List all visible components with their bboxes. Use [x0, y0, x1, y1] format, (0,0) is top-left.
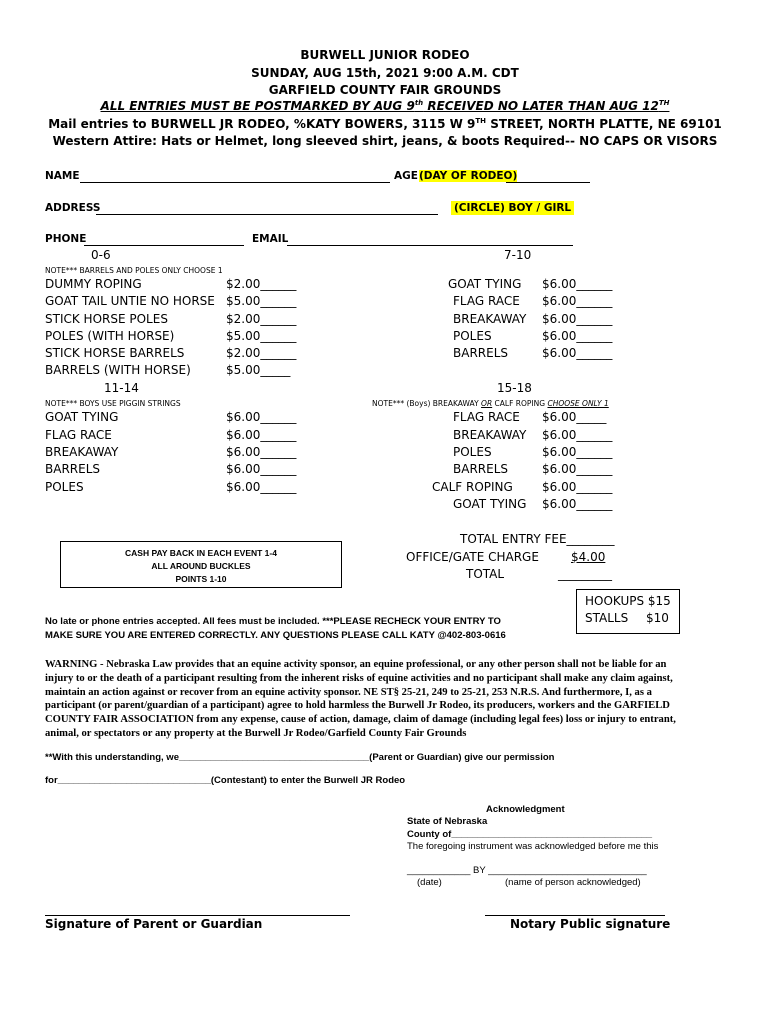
rodeo-date: SUNDAY, AUG 15th, 2021 9:00 A.M. CDT — [251, 66, 519, 80]
address-field[interactable] — [96, 214, 438, 215]
notice-line-1: No late or phone entries accepted. All fees must be included. ***PLEASE RECHECK YOUR ENTRY TO — [45, 616, 501, 627]
total-label: TOTAL — [466, 567, 505, 581]
name-label: NAME — [45, 170, 80, 182]
event-0-6-2: GOAT TAIL UNTIE NO HORSE — [45, 294, 215, 308]
event-15-18-4: BARRELS — [453, 462, 509, 476]
age-note: (DAY OF RODEO) — [419, 170, 518, 182]
acknowledgment-name-label: (name of person acknowledged) — [505, 877, 641, 888]
address-label: ADDRESS — [45, 202, 101, 214]
division-11-14-note: NOTE*** BOYS USE PIGGIN STRINGS — [45, 399, 181, 408]
price-7-10-1[interactable]: $6.00______ — [542, 277, 613, 291]
name-field[interactable] — [80, 182, 390, 183]
price-0-6-4[interactable]: $5.00______ — [226, 329, 297, 343]
price-15-18-2[interactable]: $6.00______ — [542, 428, 613, 442]
warning-line-4: participant (or parent/guardian of a participant) agree to hold harmless the Burwell Jr Rodeo, its producers, workers and the GARFIELD — [45, 700, 670, 711]
price-11-14-4[interactable]: $6.00______ — [226, 462, 297, 476]
price-15-18-1[interactable]: $6.00_____ — [542, 410, 607, 424]
event-0-6-3: STICK HORSE POLES — [45, 312, 168, 326]
acknowledgment-date-label: (date) — [417, 877, 442, 888]
price-15-18-4[interactable]: $6.00______ — [542, 462, 613, 476]
division-7-10-title: 7-10 — [504, 248, 532, 262]
acknowledgment-state: State of Nebraska — [407, 816, 488, 827]
warning-line-5: COUNTY FAIR ASSOCIATION from any expense, cause of action, damage, claim of damage (including legal fees) loss or injury to entrant, — [45, 714, 676, 725]
mailing-address: Mail entries to BURWELL JR RODEO, %KATY BOWERS, 3115 W 9TH STREET, NORTH PLATTE, NE 69101 — [48, 117, 722, 131]
price-15-18-3[interactable]: $6.00______ — [542, 445, 613, 459]
stalls-label: STALLS — [585, 611, 629, 625]
email-label: EMAIL — [252, 233, 289, 245]
warning-line-1: WARNING - Nebraska Law provides that an equine activity sponsor, an equine professional, or any other person shall not be liable for an — [45, 659, 667, 670]
price-11-14-1[interactable]: $6.00______ — [226, 410, 297, 424]
age-label: AGE — [394, 170, 418, 182]
stalls-price: $10 — [646, 611, 669, 625]
acknowledgment-date-by-line[interactable]: ____________ BY ______________________________ — [407, 865, 647, 876]
price-7-10-4[interactable]: $6.00______ — [542, 329, 613, 343]
total-entry-fee[interactable]: TOTAL ENTRY FEE________ — [460, 532, 615, 546]
permission-guardian-line[interactable]: **With this understanding, we____________________________________(Parent or Guardian) give our permission — [45, 752, 555, 763]
event-7-10-4: POLES — [453, 329, 492, 343]
warning-line-6: animal, or spectators or any property at the Burwell Jr Rodeo/Garfield County Fair Grounds — [45, 728, 467, 739]
acknowledgment-title: Acknowledgment — [486, 804, 565, 815]
event-7-10-2: FLAG RACE — [453, 294, 520, 308]
price-11-14-2[interactable]: $6.00______ — [226, 428, 297, 442]
acknowledgment-county[interactable]: County of______________________________________ — [407, 829, 653, 840]
attire-requirement: Western Attire: Hats or Helmet, long sleeved shirt, jeans, & boots Required-- NO CAPS OR VISORS — [52, 134, 718, 148]
price-15-18-6[interactable]: $6.00______ — [542, 497, 613, 511]
event-11-14-4: BARRELS — [45, 462, 101, 476]
event-7-10-1: GOAT TYING — [448, 277, 522, 291]
event-11-14-2: FLAG RACE — [45, 428, 112, 442]
parent-signature-label: Signature of Parent or Guardian — [45, 917, 263, 931]
event-15-18-3: POLES — [453, 445, 492, 459]
postmark-deadline: ALL ENTRIES MUST BE POSTMARKED BY AUG 9th RECEIVED NO LATER THAN AUG 12TH — [100, 99, 670, 113]
price-0-6-6[interactable]: $5.00_____ — [226, 363, 291, 377]
price-15-18-5[interactable]: $6.00______ — [542, 480, 613, 494]
event-15-18-2: BREAKAWAY — [453, 428, 527, 442]
warning-line-3: maintain an action against or recover from an equine activity sponsor. NE ST§ 25-21, 249 to 25-21, 253 N.R.S. And furthermore, I, as a — [45, 687, 652, 698]
total-field[interactable]: _________ — [558, 567, 612, 581]
event-15-18-1: FLAG RACE — [453, 410, 520, 424]
email-field[interactable] — [287, 245, 573, 246]
price-7-10-2[interactable]: $6.00______ — [542, 294, 613, 308]
event-11-14-1: GOAT TYING — [45, 410, 119, 424]
event-0-6-5: STICK HORSE BARRELS — [45, 346, 185, 360]
event-7-10-3: BREAKAWAY — [453, 312, 527, 326]
event-15-18-6: GOAT TYING — [453, 497, 527, 511]
rodeo-title: BURWELL JUNIOR RODEO — [300, 48, 470, 62]
office-gate-charge-label: OFFICE/GATE CHARGE — [406, 550, 539, 564]
price-0-6-5[interactable]: $2.00______ — [226, 346, 297, 360]
office-gate-charge-value: $4.00 — [571, 550, 606, 564]
phone-label: PHONE — [45, 233, 87, 245]
event-0-6-6: BARRELS (WITH HORSE) — [45, 363, 191, 377]
price-7-10-3[interactable]: $6.00______ — [542, 312, 613, 326]
price-0-6-1[interactable]: $2.00______ — [226, 277, 297, 291]
event-0-6-4: POLES (WITH HORSE) — [45, 329, 175, 343]
price-11-14-3[interactable]: $6.00______ — [226, 445, 297, 459]
phone-field[interactable] — [84, 245, 244, 246]
event-11-14-5: POLES — [45, 480, 84, 494]
warning-line-2: injury to or the death of a participant resulting from the inherent risks of equine activities and no participant shall make any claim against, — [45, 673, 673, 684]
age-field[interactable] — [506, 182, 590, 183]
event-11-14-3: BREAKAWAY — [45, 445, 119, 459]
acknowledgment-foregoing: The foregoing instrument was acknowledged before me this — [407, 841, 659, 852]
rodeo-location: GARFIELD COUNTY FAIR GROUNDS — [268, 83, 502, 97]
hookups-price: HOOKUPS $15 — [585, 594, 671, 608]
division-0-6-title: 0-6 — [91, 248, 111, 262]
division-0-6-note: NOTE*** BARRELS AND POLES ONLY CHOOSE 1 — [45, 266, 223, 275]
division-15-18-note: NOTE*** (Boys) BREAKAWAY OR CALF ROPING CHOOSE ONLY 1 — [372, 399, 609, 408]
notary-signature-label: Notary Public signature — [510, 917, 671, 931]
division-11-14-title: 11-14 — [104, 381, 139, 395]
boy-girl-circle[interactable]: (CIRCLE) BOY / GIRL — [451, 201, 574, 215]
notary-signature-line[interactable] — [485, 915, 665, 916]
division-15-18-title: 15-18 — [497, 381, 532, 395]
price-0-6-3[interactable]: $2.00______ — [226, 312, 297, 326]
payback-line-2: ALL AROUND BUCKLES — [151, 561, 251, 571]
notice-line-2: MAKE SURE YOU ARE ENTERED CORRECTLY. ANY QUESTIONS PLEASE CALL KATY @402-803-0616 — [45, 630, 506, 641]
price-0-6-2[interactable]: $5.00______ — [226, 294, 297, 308]
payback-line-1: CASH PAY BACK IN EACH EVENT 1-4 — [125, 548, 277, 558]
payback-line-3: POINTS 1-10 — [175, 574, 227, 584]
price-11-14-5[interactable]: $6.00______ — [226, 480, 297, 494]
permission-contestant-line[interactable]: for_____________________________(Contestant) to enter the Burwell JR Rodeo — [45, 775, 406, 786]
price-7-10-5[interactable]: $6.00______ — [542, 346, 613, 360]
event-7-10-5: BARRELS — [453, 346, 509, 360]
event-15-18-5: CALF ROPING — [432, 480, 513, 494]
parent-signature-line[interactable] — [45, 915, 350, 916]
event-0-6-1: DUMMY ROPING — [45, 277, 142, 291]
